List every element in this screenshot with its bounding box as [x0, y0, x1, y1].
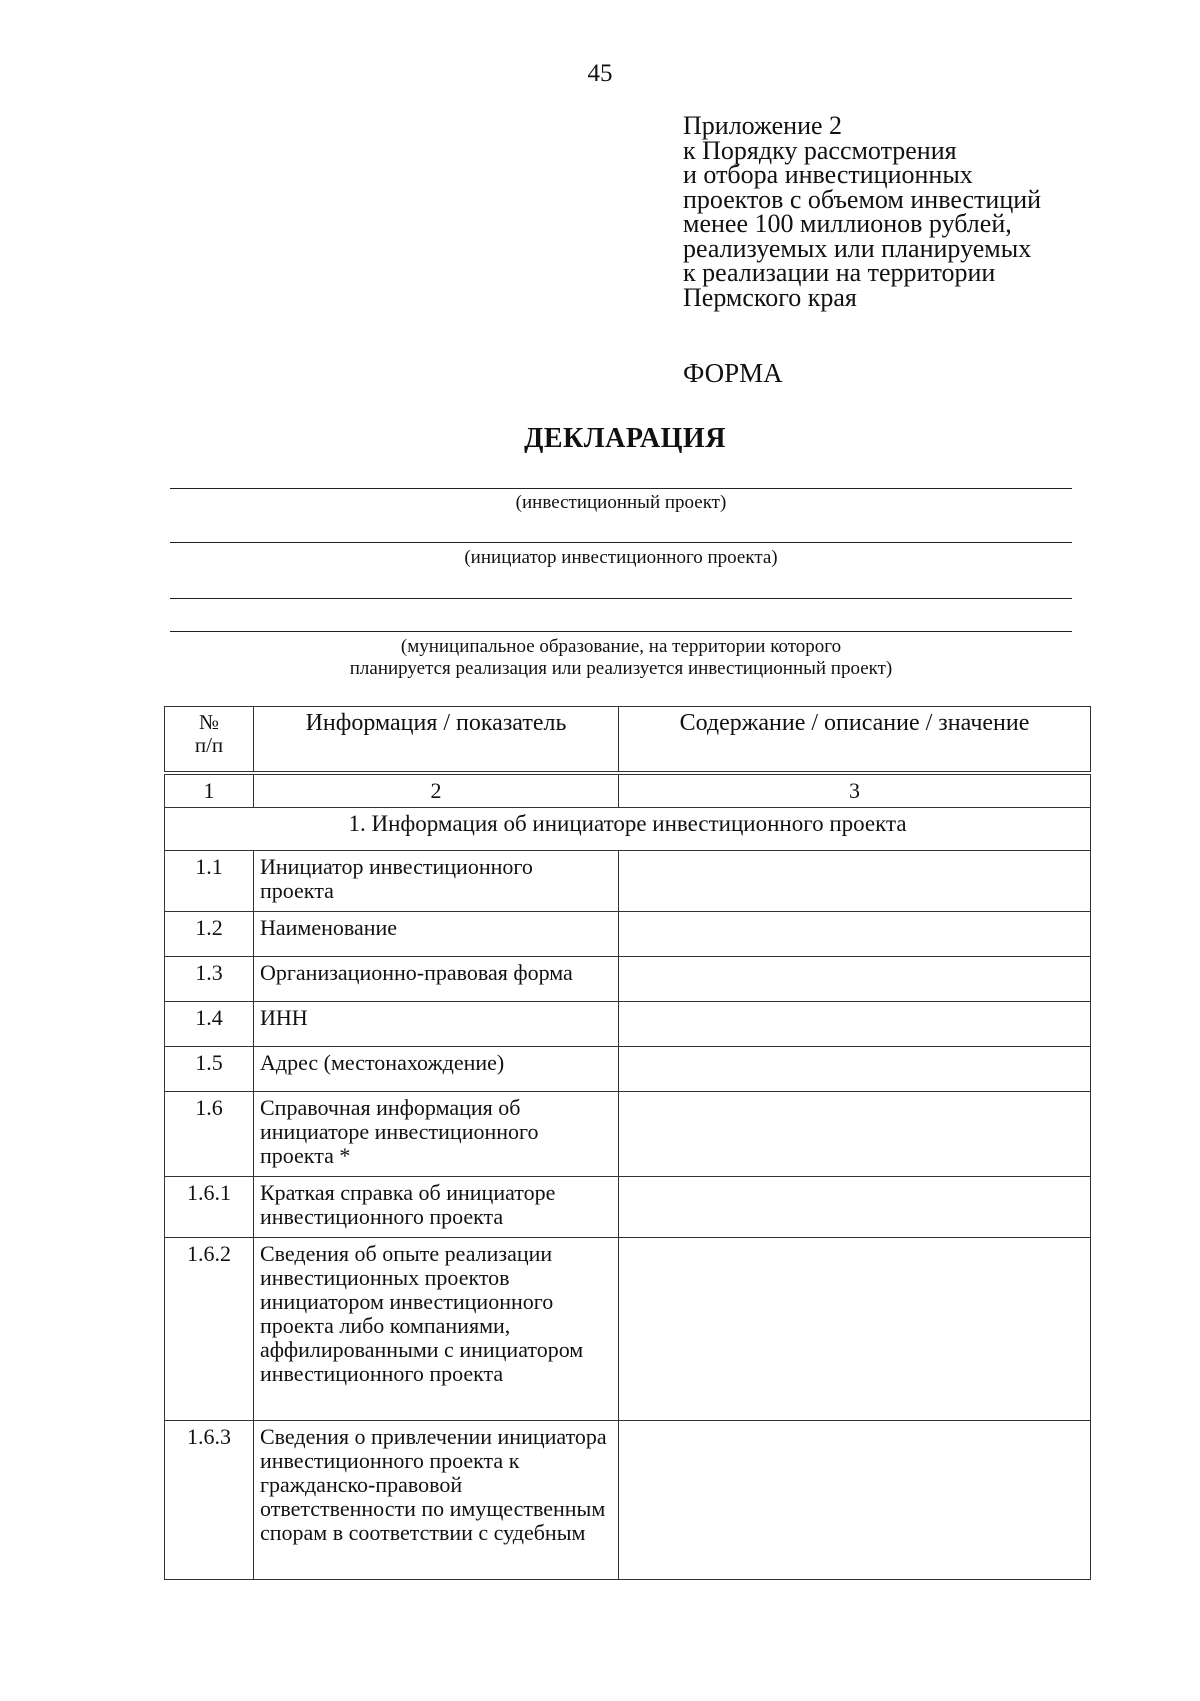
row-number: 1.6.2 [165, 1238, 254, 1421]
column-index-row [165, 773, 1091, 808]
table-row [165, 957, 1091, 1002]
row-number: 1.5 [165, 1047, 254, 1092]
header-number-symbol: № [198, 710, 220, 734]
table-row [165, 912, 1091, 957]
row-label: Инициатор инвестиционного проекта [254, 851, 619, 912]
document-title: ДЕКЛАРАЦИЯ [524, 423, 726, 454]
row-value-cell[interactable] [619, 1421, 1091, 1580]
declaration-table [164, 706, 1091, 1580]
table-row [165, 1421, 1091, 1580]
municipality-fill-line-1[interactable] [170, 598, 1072, 599]
table-header-row [165, 707, 1091, 774]
municipality-caption-line: (муниципальное образование, на территории которого [400, 636, 842, 657]
row-label: Организационно-правовая форма [254, 957, 619, 1002]
form-label: ФОРМА [683, 358, 783, 388]
initiator-fill-line[interactable] [170, 542, 1072, 543]
project-fill-line[interactable] [170, 488, 1072, 489]
row-number: 1.6.1 [165, 1177, 254, 1238]
row-number: 1.2 [165, 912, 254, 957]
appendix-line: Пермского края [683, 282, 857, 312]
column-index: 2 [254, 773, 619, 808]
row-number: 1.1 [165, 851, 254, 912]
table-row [165, 1177, 1091, 1238]
table-row [165, 851, 1091, 912]
row-number: 1.6.3 [165, 1421, 254, 1580]
row-label: Адрес (местонахождение) [254, 1047, 619, 1092]
row-value-cell[interactable] [619, 1092, 1091, 1177]
row-value-cell[interactable] [619, 851, 1091, 912]
row-label: ИНН [254, 1002, 619, 1047]
table-row [165, 1238, 1091, 1421]
appendix-line: и отбора инвестиционных [683, 160, 973, 189]
appendix-line: к реализации на территории [683, 258, 996, 287]
row-value-cell[interactable] [619, 1047, 1091, 1092]
project-caption: (инвестиционный проект) [515, 492, 727, 513]
header-number-abbr: п/п [194, 733, 224, 757]
appendix-reference [683, 111, 1103, 312]
row-number: 1.4 [165, 1002, 254, 1047]
appendix-line: реализуемых или планируемых [683, 233, 1032, 263]
header-info: Информация / показатель [254, 707, 619, 774]
row-value-cell[interactable] [619, 912, 1091, 957]
row-value-cell[interactable] [619, 1002, 1091, 1047]
row-label: Сведения о привлечении инициатора инвестиционного проекта к гражданско-правовой ответственности по имущественным спорам в соответствии с судебным [254, 1421, 619, 1580]
table-row [165, 1002, 1091, 1047]
table-row [165, 1047, 1091, 1092]
section-title: 1. Информация об инициаторе инвестиционного проекта [165, 808, 1091, 851]
municipality-fill-line-2[interactable] [170, 631, 1072, 632]
section-row [165, 808, 1091, 851]
row-label: Сведения об опыте реализации инвестиционных проектов инициатором инвестиционного проекта либо компаниями, аффилированными с инициатором инвестиционного проекта [254, 1238, 619, 1421]
column-index: 3 [619, 773, 1091, 808]
column-index: 1 [165, 773, 254, 808]
municipality-caption-line: планируется реализация или реализуется инвестиционный проект) [349, 658, 893, 679]
row-number: 1.6 [165, 1092, 254, 1177]
appendix-line: менее 100 миллионов рублей, [683, 209, 1012, 238]
page-number: 45 [587, 60, 613, 87]
header-number [165, 707, 254, 774]
row-label: Наименование [254, 912, 619, 957]
row-number: 1.3 [165, 957, 254, 1002]
row-label: Краткая справка об инициаторе инвестиционного проекта [254, 1177, 619, 1238]
appendix-line: проектов с объемом инвестиций [683, 184, 1042, 214]
row-value-cell[interactable] [619, 1177, 1091, 1238]
header-content: Содержание / описание / значение [619, 707, 1091, 774]
appendix-line: к Порядку рассмотрения [683, 135, 957, 165]
table-row [165, 1092, 1091, 1177]
initiator-caption: (инициатор инвестиционного проекта) [464, 547, 778, 568]
row-value-cell[interactable] [619, 957, 1091, 1002]
municipality-caption [170, 636, 1072, 680]
row-label: Справочная информация об инициаторе инвестиционного проекта * [254, 1092, 619, 1177]
appendix-line: Приложение 2 [683, 111, 843, 140]
row-value-cell[interactable] [619, 1238, 1091, 1421]
